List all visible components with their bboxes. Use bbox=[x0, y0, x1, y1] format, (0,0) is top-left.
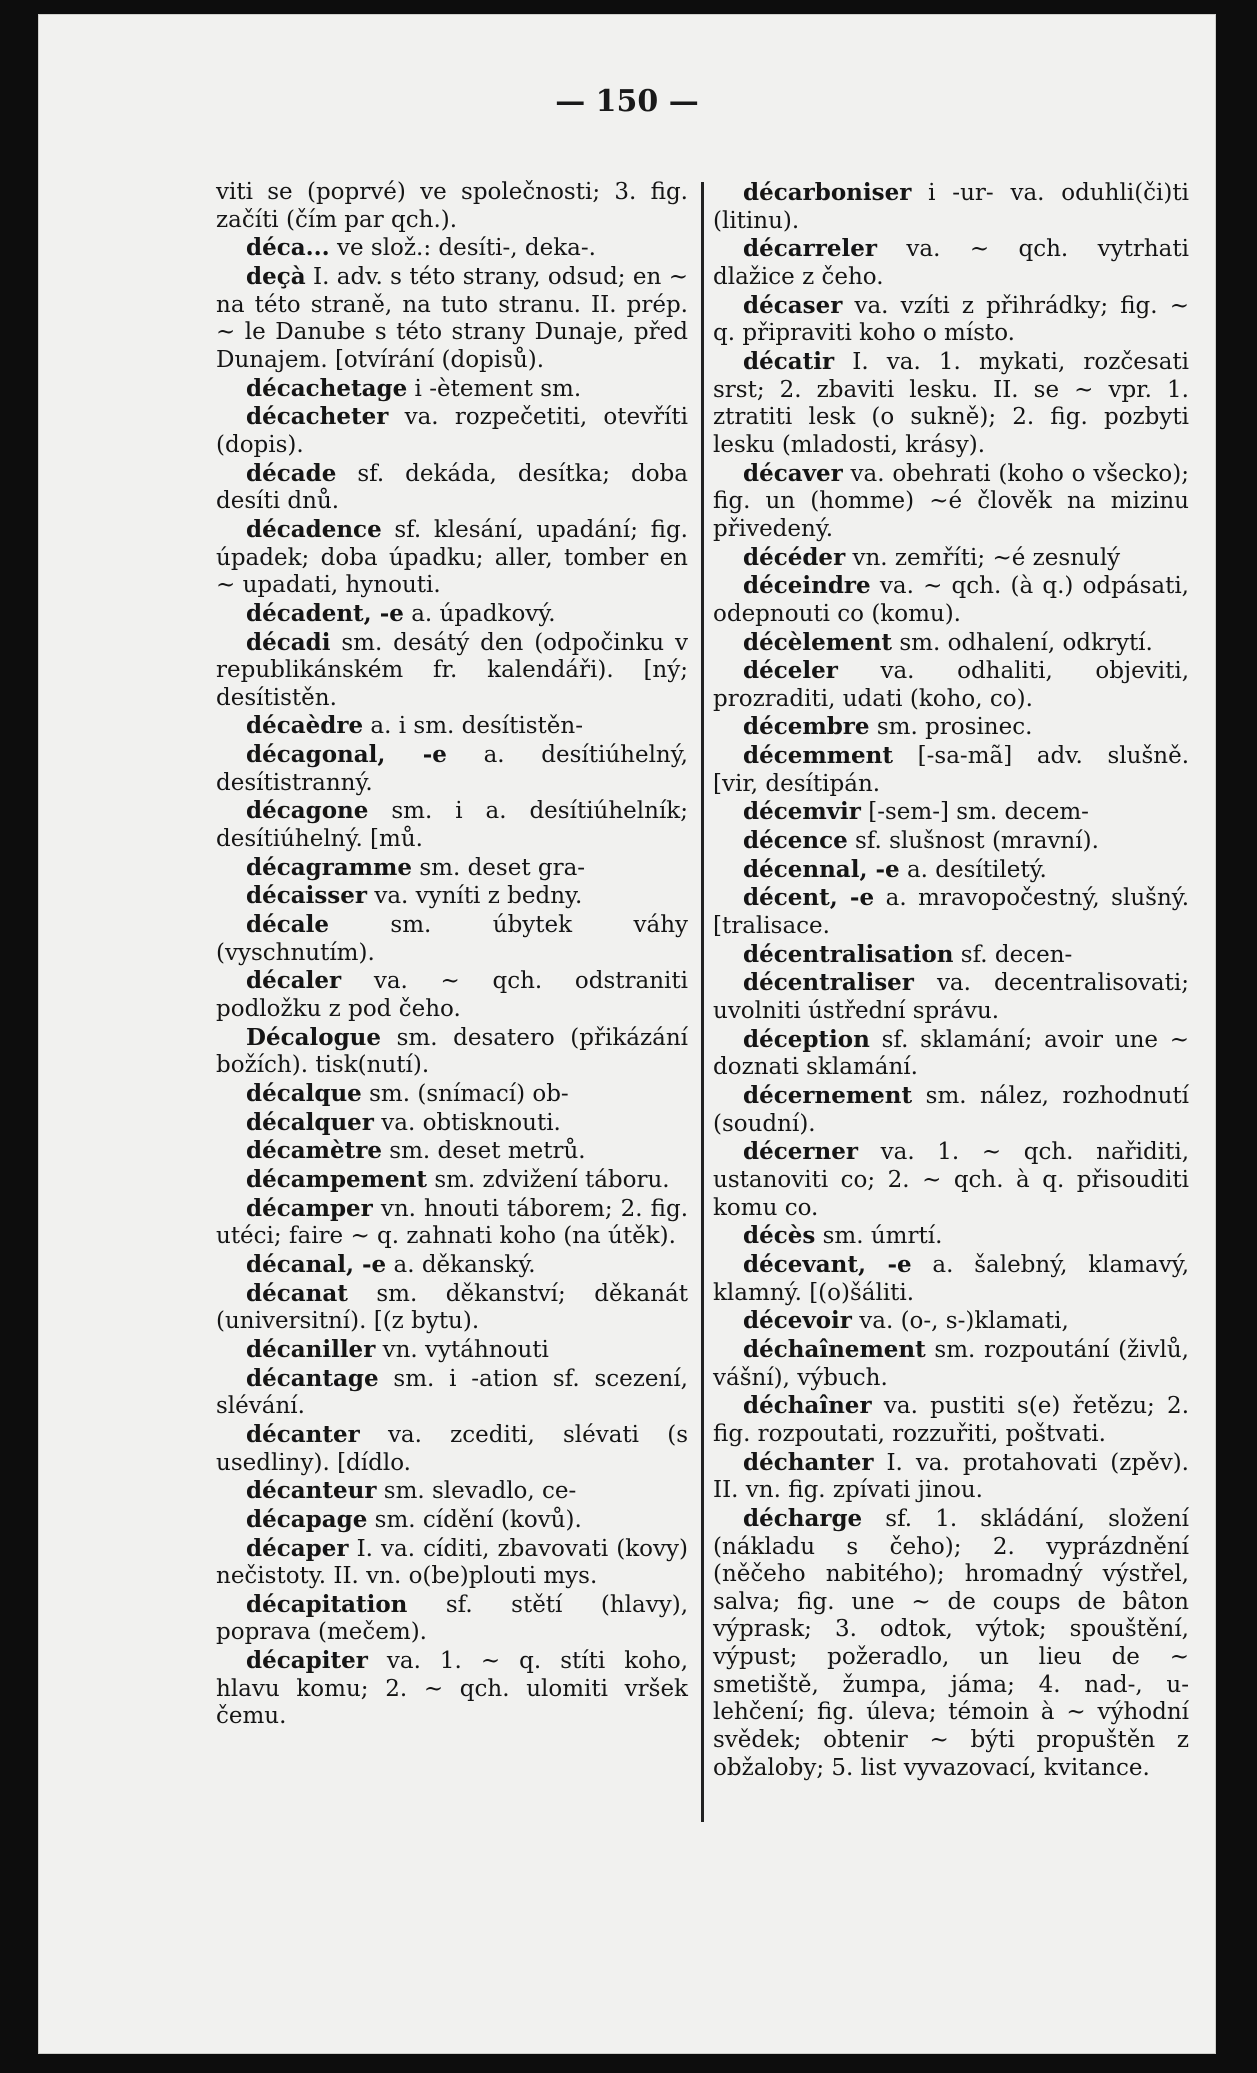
right-column bbox=[713, 179, 1189, 1782]
entry-definition: a. desítiletý. bbox=[906, 856, 1047, 883]
dictionary-entry bbox=[216, 403, 688, 459]
entry-headword: décapage bbox=[246, 1505, 368, 1533]
entry-headword: décamper bbox=[246, 1194, 373, 1222]
entry-definition: vn. vytáhnouti bbox=[382, 1336, 549, 1363]
entry-definition: sm. desátý den (odpočinku v republikánském fr. kalendáři). [ný; desítistěn. bbox=[216, 629, 689, 711]
dictionary-entry bbox=[713, 657, 1189, 713]
dictionary-entry bbox=[713, 827, 1189, 856]
page-number: — 150 — bbox=[555, 84, 699, 119]
entry-definition: va. odhaliti, objeviti, prozraditi, udati (koho, co). bbox=[713, 658, 1190, 712]
entry-definition: va. rozpečetiti, otevříti (dopis). bbox=[216, 404, 689, 458]
entry-definition: va. (o-, s-)klamati, bbox=[859, 1308, 1069, 1335]
entry-headword: décadent, -e bbox=[246, 599, 404, 627]
entry-definition: i -ètement sm. bbox=[414, 375, 582, 402]
entry-headword: décentraliser bbox=[743, 969, 914, 997]
entry-definition: va. obtisknouti. bbox=[381, 1109, 561, 1136]
entry-headword: décéder bbox=[743, 543, 846, 571]
dictionary-entry bbox=[713, 544, 1189, 573]
entry-headword: décharge bbox=[743, 1504, 863, 1532]
entry-definition: [-sem-] sm. decem- bbox=[868, 799, 1089, 826]
entry-definition: va. ~ qch. vytrhati dlažice z čeho. bbox=[713, 236, 1189, 290]
entry-definition: va. 1. ~ q. stíti koho, hlavu komu; 2. ~ qch. ulomiti vršek čemu. bbox=[216, 1648, 689, 1730]
dictionary-entry bbox=[713, 1307, 1189, 1336]
dictionary-entry bbox=[713, 348, 1189, 460]
entry-headword: déchaînement bbox=[743, 1335, 926, 1363]
dictionary-entry bbox=[713, 884, 1189, 940]
dictionary-entry bbox=[216, 1365, 688, 1421]
entry-headword: décèlement bbox=[743, 628, 893, 656]
dictionary-entry bbox=[216, 1535, 688, 1591]
entry-headword: déceindre bbox=[743, 572, 871, 600]
dictionary-entry bbox=[713, 1336, 1189, 1392]
entry-headword: deçà bbox=[246, 262, 306, 290]
dictionary-entry bbox=[216, 854, 688, 883]
dictionary-entry bbox=[216, 911, 688, 967]
entry-definition: vn. hnouti táborem; 2. fig. utéci; faire ~ q. zahnati koho (na útěk). bbox=[216, 1195, 688, 1250]
entry-definition: I. adv. s této strany, odsud; en ~ na této straně, na tuto stranu. II. prép. ~ le Danube s této strany Dunaje, před Dunajem. [otvírání (dopisů). bbox=[216, 263, 688, 373]
entry-headword: décaèdre bbox=[246, 712, 364, 740]
entry-headword: décemvir bbox=[743, 798, 861, 826]
dictionary-entry bbox=[216, 1251, 688, 1280]
dictionary-entry bbox=[713, 1505, 1189, 1783]
entry-definition: a. šalebný, klamavý, klamný. [(o)šáliti. bbox=[713, 1251, 1190, 1306]
entry-headword: décale bbox=[246, 911, 329, 939]
dictionary-entry bbox=[713, 292, 1189, 348]
entry-definition: sm. deset metrů. bbox=[389, 1138, 586, 1165]
entry-headword: décalque bbox=[246, 1080, 362, 1107]
dictionary-entry bbox=[216, 1024, 688, 1080]
entry-definition: sf. slušnost (mravní). bbox=[855, 828, 1099, 855]
dictionary-entry bbox=[216, 1195, 688, 1251]
entry-headword: décatir bbox=[743, 347, 835, 375]
dictionary-entry bbox=[713, 941, 1189, 970]
dictionary-entry bbox=[713, 742, 1189, 798]
entry-headword: déca... bbox=[246, 234, 330, 262]
dictionary-entry bbox=[216, 1336, 688, 1365]
entry-definition: a. mravopočestný, slušný. [tralisace. bbox=[713, 885, 1190, 940]
entry-headword: décès bbox=[743, 1222, 816, 1250]
entry-headword: décence bbox=[743, 827, 848, 855]
dictionary-entry bbox=[216, 516, 688, 600]
dictionary-entry bbox=[713, 179, 1189, 235]
dictionary-entry bbox=[216, 1137, 688, 1166]
entry-headword: décacheter bbox=[246, 403, 389, 431]
dictionary-entry bbox=[216, 882, 688, 911]
entry-definition: sm. desatero (přikázání božích). tisk(nutí). bbox=[216, 1024, 688, 1079]
entry-definition: sm. i -ation sf. scezení, slévání. bbox=[216, 1365, 688, 1420]
entry-definition: va. vyníti z bedny. bbox=[374, 883, 583, 910]
entry-definition: sm. rozpoutání (živlů, vášní), výbuch. bbox=[713, 1336, 1189, 1391]
dictionary-entry bbox=[216, 1421, 688, 1477]
entry-definition: vn. zemříti; ~é zesnulý bbox=[852, 544, 1121, 571]
entry-definition: sm. slevadlo, ce- bbox=[383, 1478, 577, 1505]
dictionary-entry bbox=[216, 263, 688, 375]
entry-headword: décaser bbox=[743, 291, 843, 319]
dictionary-entry bbox=[216, 600, 688, 629]
entry-headword: décarboniser bbox=[743, 179, 912, 206]
entry-definition: a. desítiúhelný, desítistranný. bbox=[216, 742, 688, 796]
entry-headword: décanteur bbox=[246, 1477, 377, 1505]
dictionary-entry bbox=[713, 1222, 1189, 1251]
entry-headword: décevant, -e bbox=[743, 1250, 912, 1278]
entry-headword: décerner bbox=[743, 1138, 858, 1166]
entry-definition: sm. zdvižení táboru. bbox=[434, 1166, 670, 1193]
entry-headword: décaisser bbox=[246, 882, 368, 910]
entry-headword: décernement bbox=[743, 1082, 913, 1109]
dictionary-entry bbox=[216, 1280, 688, 1336]
dictionary-entry bbox=[216, 712, 688, 741]
entry-headword: décamètre bbox=[246, 1137, 382, 1165]
entry-definition: va. pustiti s(e) řetězu; 2. fig. rozpoutati, rozzuřiti, poštvati. bbox=[713, 1393, 1190, 1447]
entry-definition: sf. stětí (hlavy), poprava (mečem). bbox=[216, 1591, 688, 1646]
dictionary-entry bbox=[216, 797, 688, 853]
entry-headword: décent, -e bbox=[743, 884, 875, 912]
dictionary-entry bbox=[216, 967, 688, 1023]
dictionary-entry bbox=[216, 1647, 688, 1731]
entry-definition: va. ~ qch. (à q.) odpásati, odepnouti co (komu). bbox=[713, 573, 1189, 627]
dictionary-entry bbox=[713, 1138, 1189, 1222]
entry-definition: sm. i a. desítiúhelník; desítiúhelný. [mů. bbox=[216, 798, 688, 853]
entry-definition: sm. děkanství; děkanát (universitní). [(z bytu). bbox=[216, 1280, 688, 1335]
entry-definition: va. ~ qch. odstraniti podložku z pod čeho. bbox=[216, 968, 689, 1023]
entry-definition: sm. úmrtí. bbox=[822, 1223, 943, 1250]
entry-headword: décentralisation bbox=[743, 940, 954, 968]
entry-headword: décevoir bbox=[743, 1307, 852, 1335]
dictionary-entry bbox=[713, 460, 1189, 544]
dictionary-entry bbox=[216, 1477, 688, 1506]
entry-definition: a. děkanský. bbox=[393, 1251, 536, 1278]
entry-definition: a. úpadkový. bbox=[411, 600, 556, 627]
left-column bbox=[216, 179, 688, 1731]
entry-headword: décemment bbox=[743, 742, 894, 770]
dictionary-entry bbox=[216, 741, 688, 797]
entry-headword: décarreler bbox=[743, 235, 877, 263]
entry-definition: I. va. 1. mykati, rozčesati srst; 2. zbaviti lesku. II. se ~ vpr. 1. ztratiti lesk (o sukně); 2. fig. pozbyti lesku (mladosti, krásy). bbox=[713, 348, 1190, 458]
entry-definition: sf. 1. skládání, složení (nákladu s čeho); 2. vyprázdnění (něčeho nabitého); hromadný výstřel, salva; fig. une ~ de coups de bâton výprask; 3. odtok, výtok; spouštění, výpust; požeradlo, un lieu de ~ smetiště, žumpa, jáma; 4. nad-, u-lehčení; fig. úleva; témoin à ~ výhodní svědek; obtenir ~ býti propuštěn z obžaloby; 5. list vyvazovací, kvitance. bbox=[713, 1505, 1189, 1781]
entry-definition: sf. dekáda, desítka; doba desíti dnů. bbox=[216, 460, 688, 515]
entry-headword: décade bbox=[246, 459, 337, 487]
dictionary-entry bbox=[713, 1026, 1189, 1082]
entry-definition: sm. úbytek váhy (vyschnutím). bbox=[216, 912, 688, 966]
dictionary-entry bbox=[713, 856, 1189, 885]
entry-definition: sm. prosinec. bbox=[876, 714, 1033, 741]
entry-definition: sm. odhalení, odkrytí. bbox=[899, 629, 1153, 656]
dictionary-entry bbox=[216, 234, 688, 263]
entry-headword: décalquer bbox=[246, 1108, 374, 1136]
entry-headword: décanat bbox=[246, 1279, 348, 1307]
dictionary-entry bbox=[713, 1392, 1189, 1448]
dictionary-entry bbox=[713, 1251, 1189, 1307]
entry-headword: décagramme bbox=[246, 853, 413, 881]
dictionary-entry bbox=[713, 1082, 1189, 1138]
entry-headword: décachetage bbox=[246, 374, 408, 402]
entry-headword: décanter bbox=[246, 1420, 360, 1448]
book-page bbox=[38, 14, 1216, 2054]
dictionary-entry bbox=[713, 713, 1189, 742]
entry-headword: décapitation bbox=[246, 1590, 408, 1618]
entry-headword: décaver bbox=[743, 459, 843, 487]
dictionary-entry bbox=[713, 969, 1189, 1025]
entry-headword: décaler bbox=[246, 967, 342, 995]
dictionary-entry bbox=[216, 375, 688, 404]
entry-definition: sf. sklamání; avoir une ~ doznati sklamání. bbox=[713, 1026, 1189, 1081]
entry-headword: déception bbox=[743, 1025, 870, 1053]
entry-headword: décaniller bbox=[246, 1335, 376, 1363]
entry-definition: ve slož.: desíti-, deka-. bbox=[336, 235, 596, 262]
dictionary-entry bbox=[713, 1449, 1189, 1505]
entry-definition: sf. klesání, upadání; fig. úpadek; doba úpadku; aller, tomber en ~ upadati, hynouti. bbox=[216, 516, 688, 599]
dictionary-entry bbox=[216, 629, 688, 713]
entry-headword: Décalogue bbox=[246, 1023, 382, 1051]
entry-headword: décembre bbox=[743, 713, 870, 741]
entry-definition: va. obehrati (koho o všecko); fig. un (homme) ~é člověk na mizinu přivedený. bbox=[713, 460, 1190, 542]
entry-headword: décennal, -e bbox=[743, 855, 900, 883]
entry-headword: décampement bbox=[246, 1165, 427, 1193]
dictionary-entry bbox=[713, 629, 1189, 658]
entry-definition: sm. cídění (kovů). bbox=[374, 1506, 582, 1533]
entry-definition: sm. nález, rozhodnutí (soudní). bbox=[713, 1083, 1189, 1137]
dictionary-entry bbox=[216, 1080, 688, 1109]
entry-headword: décapiter bbox=[246, 1647, 368, 1675]
entry-definition: i -ur- va. oduhli(či)ti (litinu). bbox=[713, 180, 1189, 234]
entry-definition: va. decentralisovati; uvolniti ústřední správu. bbox=[713, 970, 1189, 1025]
entry-definition: va. vzíti z přihrádky; fig. ~ q. připraviti koho o místo. bbox=[713, 292, 1189, 347]
dictionary-entry bbox=[713, 572, 1189, 628]
entry-definition: va. 1. ~ qch. nařiditi, ustanoviti co; 2. ~ qch. à q. přisouditi komu co. bbox=[713, 1139, 1190, 1221]
dictionary-entry bbox=[216, 1591, 688, 1647]
entry-headword: décagone bbox=[246, 797, 369, 825]
entry-headword: déceler bbox=[743, 657, 838, 685]
dictionary-entry bbox=[713, 235, 1189, 291]
dictionary-entry bbox=[216, 179, 688, 234]
entry-definition: viti se (poprvé) ve společnosti; 3. fig. začíti (čím par qch.). bbox=[216, 179, 688, 233]
entry-headword: décagonal, -e bbox=[246, 741, 447, 769]
dictionary-entry bbox=[216, 1166, 688, 1195]
entry-definition: a. i sm. desítistěn- bbox=[370, 713, 583, 740]
entry-headword: déchanter bbox=[743, 1448, 874, 1476]
entry-definition: va. zcediti, slévati (s usedliny). [dídlo. bbox=[216, 1421, 688, 1476]
entry-headword: décanal, -e bbox=[246, 1250, 387, 1278]
entry-headword: décadi bbox=[246, 628, 331, 656]
entry-headword: décadence bbox=[246, 515, 382, 543]
entry-headword: décaper bbox=[246, 1534, 349, 1562]
entry-headword: décantage bbox=[246, 1364, 379, 1392]
dictionary-entry bbox=[216, 1109, 688, 1138]
entry-definition: [-sa-mã] adv. slušně. [vir, desítipán. bbox=[713, 743, 1190, 797]
column-divider bbox=[701, 182, 704, 1822]
entry-definition: I. va. protahovati (zpěv). II. vn. fig. zpívati jinou. bbox=[713, 1449, 1189, 1504]
dictionary-entry bbox=[216, 460, 688, 516]
entry-definition: sm. (snímací) ob- bbox=[369, 1081, 569, 1107]
dictionary-entry bbox=[216, 1506, 688, 1535]
dictionary-entry bbox=[713, 798, 1189, 827]
entry-definition: sm. deset gra- bbox=[419, 854, 586, 881]
entry-headword: déchaîner bbox=[743, 1392, 872, 1420]
entry-definition: I. va. cíditi, zbavovati (kovy) nečistoty. II. vn. o(be)plouti mys. bbox=[216, 1535, 688, 1590]
entry-definition: sf. decen- bbox=[960, 941, 1073, 968]
